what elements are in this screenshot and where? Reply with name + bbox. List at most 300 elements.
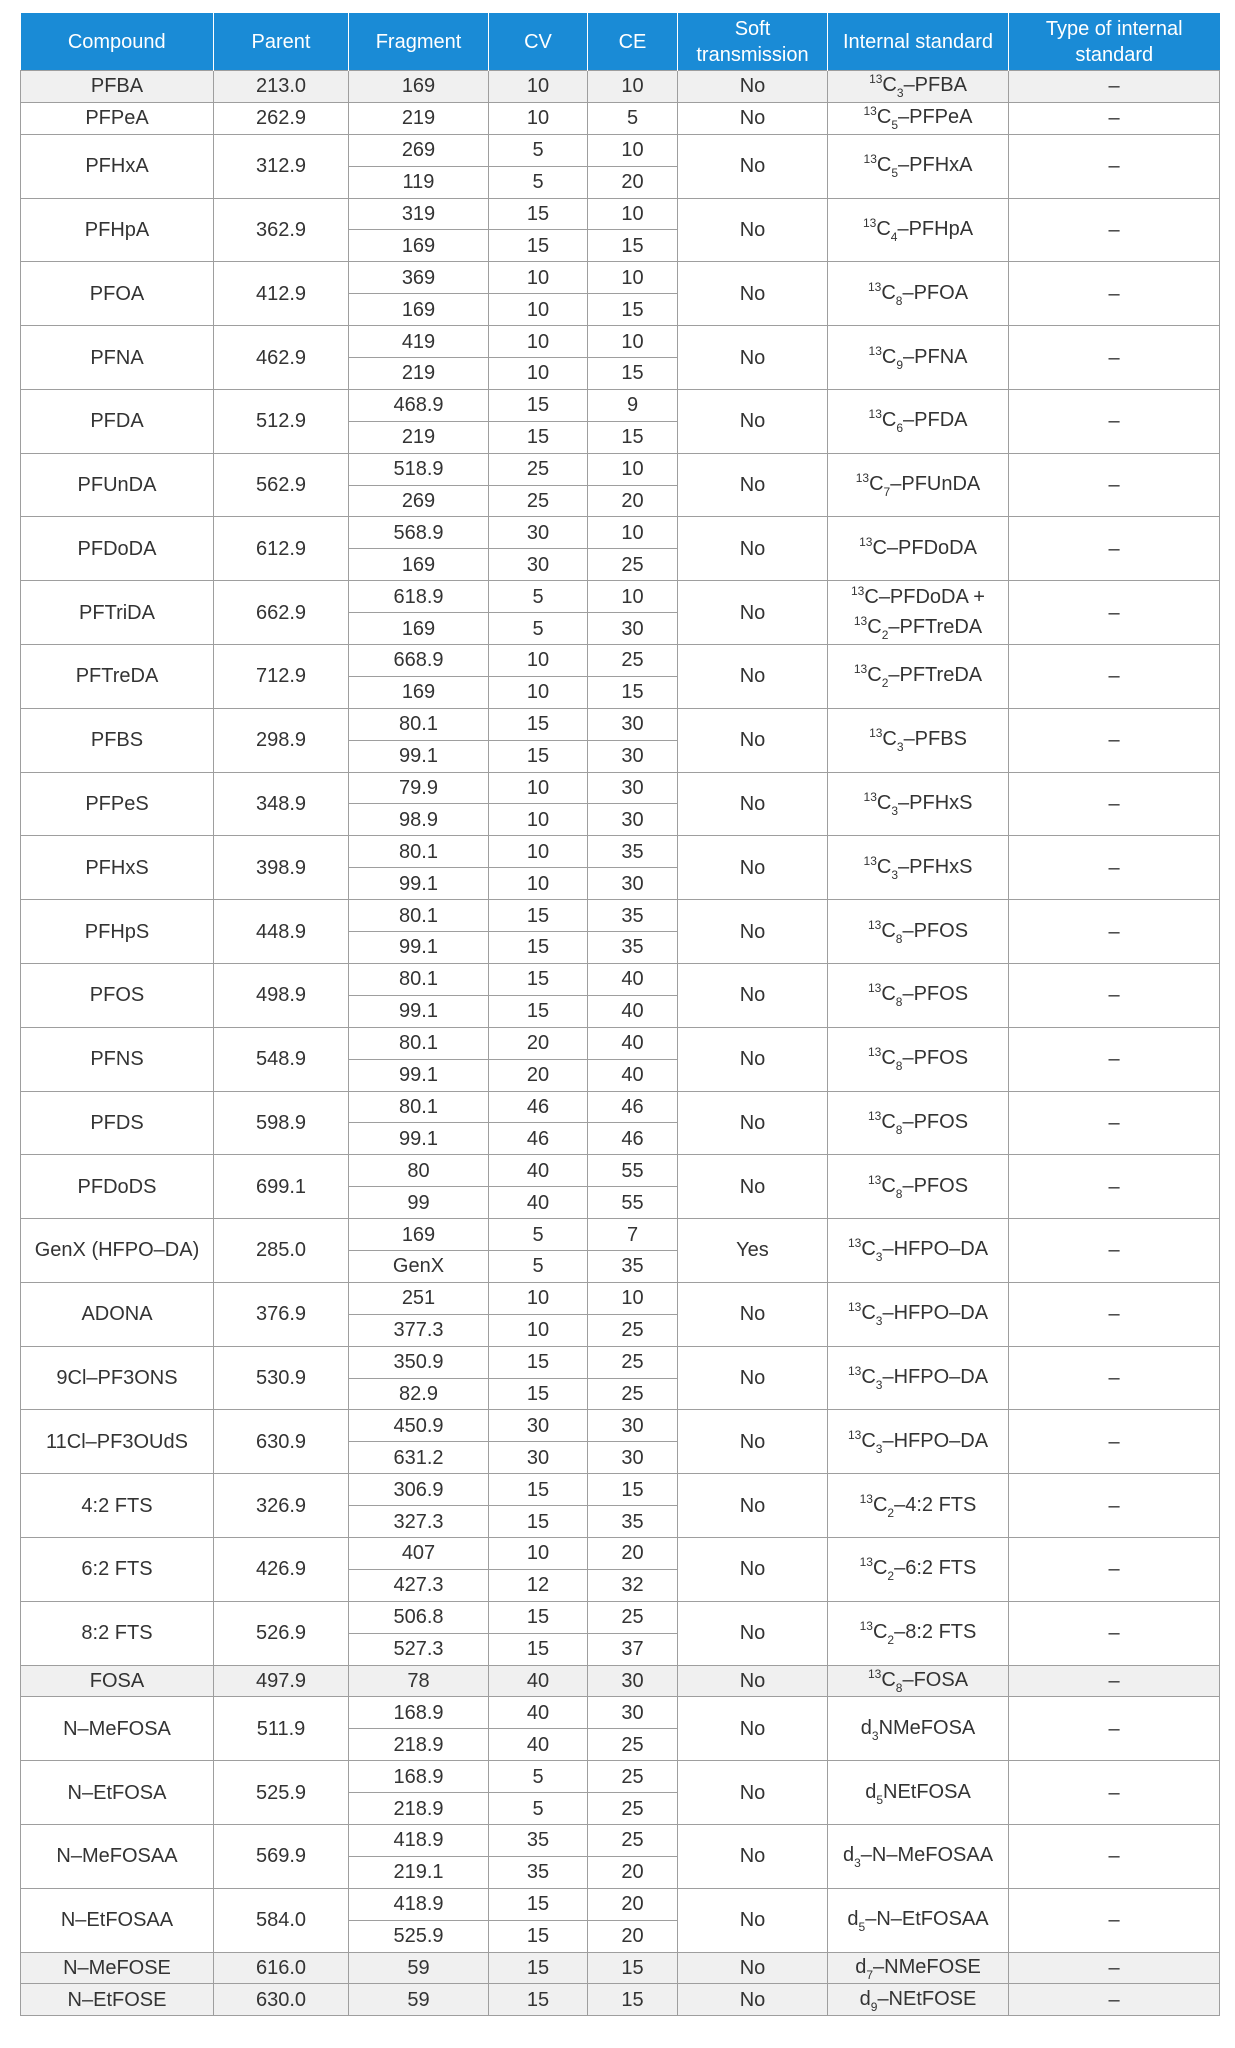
formula-base: C (861, 1366, 876, 1389)
formula-sub: 4 (890, 229, 898, 244)
type-of-internal-standard-cell: – (1009, 326, 1220, 390)
internal-standard-cell (828, 1888, 1009, 1952)
parent-cell: 285.0 (214, 1219, 349, 1283)
internal-standard-formula (860, 1716, 976, 1743)
ce-cell: 35 (588, 900, 678, 932)
mrm-transition-table (20, 13, 1220, 2016)
parent-cell: 262.9 (214, 102, 349, 134)
ce-cell: 10 (588, 1282, 678, 1314)
formula-pre: 13 (867, 981, 882, 996)
formula-rest: –PFHxA (898, 154, 973, 177)
internal-standard-cell (828, 836, 1009, 900)
fragment-cell: 219 (349, 358, 489, 390)
soft-transmission-cell: No (678, 71, 828, 103)
fragment-cell: 568.9 (349, 517, 489, 549)
internal-standard-formula (859, 1619, 977, 1648)
soft-transmission-cell: No (678, 326, 828, 390)
table-row (21, 389, 1220, 421)
internal-standard-formula (868, 343, 968, 372)
ce-cell: 35 (588, 932, 678, 964)
ce-cell: 20 (588, 166, 678, 198)
compound-cell: N–MeFOSE (21, 1952, 214, 1984)
formula-sub: 2 (887, 1633, 895, 1648)
formula-pre: 13 (869, 726, 883, 741)
formula-base: d (847, 1908, 859, 1931)
parent-cell: 312.9 (214, 134, 349, 198)
fragment-cell: 407 (349, 1537, 489, 1569)
fragment-cell: 427.3 (349, 1569, 489, 1601)
formula-base: d (855, 1955, 867, 1978)
ce-cell: 25 (588, 1314, 678, 1346)
formula-sub: 3 (871, 1728, 879, 1743)
formula-base: C (882, 74, 897, 97)
parent-cell: 525.9 (214, 1761, 349, 1825)
ce-cell: 15 (588, 358, 678, 390)
soft-transmission-cell: No (678, 1410, 828, 1474)
parent-cell: 612.9 (214, 517, 349, 581)
cv-cell: 10 (489, 102, 588, 134)
type-of-internal-standard-cell: – (1009, 389, 1220, 453)
cv-cell: 15 (489, 1474, 588, 1506)
ce-cell: 15 (588, 676, 678, 708)
fragment-cell: 59 (349, 1984, 489, 2016)
parent-cell: 569.9 (214, 1824, 349, 1888)
cv-cell: 15 (489, 740, 588, 772)
internal-standard-formula (855, 471, 981, 500)
formula-sub: 2 (887, 1569, 895, 1584)
soft-transmission-cell: No (678, 1952, 828, 1984)
formula-sub: 3 (875, 1314, 883, 1329)
formula-base: d (842, 1844, 855, 1867)
internal-standard-cell (828, 1219, 1009, 1283)
compound-cell: PFPeA (21, 102, 214, 134)
formula-rest: –PFUnDA (890, 473, 981, 496)
cv-cell: 46 (489, 1091, 588, 1123)
type-of-internal-standard-cell: – (1009, 1346, 1220, 1410)
soft-transmission-cell: No (678, 1155, 828, 1219)
cv-cell: 10 (489, 294, 588, 326)
table-row (21, 1155, 1220, 1187)
compound-cell: 11Cl–PF3OUdS (21, 1410, 214, 1474)
fragment-cell: 518.9 (349, 453, 489, 485)
type-of-internal-standard-cell: – (1009, 1824, 1220, 1888)
ce-cell: 25 (588, 1729, 678, 1761)
ce-cell: 9 (588, 389, 678, 421)
ce-cell: 25 (588, 1378, 678, 1410)
parent-cell: 526.9 (214, 1601, 349, 1665)
formula-pre: 13 (867, 1666, 882, 1681)
fragment-cell: 99.1 (349, 932, 489, 964)
cv-cell: 10 (489, 1282, 588, 1314)
parent-cell: 398.9 (214, 836, 349, 900)
formula-sub: 6 (896, 421, 904, 436)
fragment-cell: 169 (349, 676, 489, 708)
cv-cell: 15 (489, 1633, 588, 1665)
internal-standard-formula (869, 726, 967, 755)
table-row (21, 1665, 1220, 1697)
ce-cell: 40 (588, 995, 678, 1027)
formula-pre: 13 (847, 1427, 862, 1442)
cv-cell: 15 (489, 1378, 588, 1410)
compound-cell: GenX (HFPO–DA) (21, 1219, 214, 1283)
ce-cell: 15 (588, 1474, 678, 1506)
compound-cell: PFHxA (21, 134, 214, 198)
cv-cell: 30 (489, 1410, 588, 1442)
internal-standard-cell (828, 1697, 1009, 1761)
compound-cell: N–MeFOSA (21, 1697, 214, 1761)
formula-base: C (872, 1557, 888, 1580)
formula-base: C (881, 409, 897, 432)
parent-cell: 412.9 (214, 262, 349, 326)
formula-pre: 13 (859, 1619, 873, 1634)
internal-standard-cell (828, 1410, 1009, 1474)
formula-pre: 13 (859, 1491, 873, 1506)
cv-cell: 15 (489, 230, 588, 262)
soft-transmission-cell: No (678, 963, 828, 1027)
type-of-internal-standard-cell: – (1009, 1601, 1220, 1665)
compound-cell: PFHpA (21, 198, 214, 262)
soft-transmission-cell: No (678, 453, 828, 517)
formula-sub: 2 (887, 1505, 895, 1520)
formula-base: C (876, 791, 892, 814)
formula-pre: 13 (863, 789, 877, 804)
fragment-cell: 119 (349, 166, 489, 198)
formula-base: C (876, 217, 891, 240)
formula-pre: 13 (847, 1236, 862, 1251)
fragment-cell: 80.1 (349, 1091, 489, 1123)
formula-sub: 7 (866, 1967, 873, 1982)
internal-standard-cell (828, 102, 1009, 134)
fragment-cell: 80 (349, 1155, 489, 1187)
header-internal-standard: Internal standard (828, 13, 1009, 71)
formula-base: C (876, 154, 892, 177)
internal-standard-cell (828, 1984, 1009, 2016)
fragment-cell: 418.9 (349, 1824, 489, 1856)
formula-rest: –FOSA (902, 1668, 969, 1691)
soft-transmission-cell: Yes (678, 1219, 828, 1283)
soft-transmission-cell: No (678, 772, 828, 836)
cv-cell: 40 (489, 1729, 588, 1761)
formula-rest: –PFPeA (898, 106, 973, 129)
fragment-cell: 78 (349, 1665, 489, 1697)
formula-pre: 13 (868, 343, 882, 358)
internal-standard-formula (865, 1780, 971, 1807)
fragment-cell: 218.9 (349, 1793, 489, 1825)
cv-cell: 15 (489, 198, 588, 230)
fragment-cell: 327.3 (349, 1506, 489, 1538)
fragment-cell: 527.3 (349, 1633, 489, 1665)
formula-rest: NEtFOSA (883, 1780, 971, 1803)
fragment-cell: 169 (349, 549, 489, 581)
fragment-cell: 99.1 (349, 740, 489, 772)
ce-cell: 30 (588, 708, 678, 740)
parent-cell: 548.9 (214, 1027, 349, 1091)
fragment-cell: 468.9 (349, 389, 489, 421)
cv-cell: 5 (489, 134, 588, 166)
internal-standard-cell (828, 1155, 1009, 1219)
formula-base: C (872, 1493, 888, 1516)
formula-base: C (864, 585, 879, 608)
formula-sub: 7 (883, 485, 891, 500)
cv-cell: 15 (489, 995, 588, 1027)
ce-cell: 46 (588, 1091, 678, 1123)
table-body (21, 71, 1220, 2016)
type-of-internal-standard-cell: – (1009, 836, 1220, 900)
formula-base: C (881, 345, 897, 368)
formula-base: d (859, 1987, 871, 2010)
formula-rest: –N–MeFOSAA (860, 1844, 994, 1867)
cv-cell: 40 (489, 1665, 588, 1697)
compound-cell: ADONA (21, 1282, 214, 1346)
internal-standard-cell (828, 1091, 1009, 1155)
formula-pre: 13 (853, 662, 868, 677)
fragment-cell: 99.1 (349, 1123, 489, 1155)
cv-cell: 25 (489, 485, 588, 517)
compound-cell: 8:2 FTS (21, 1601, 214, 1665)
soft-transmission-cell: No (678, 1537, 828, 1601)
cv-cell: 15 (489, 1888, 588, 1920)
ce-cell: 30 (588, 740, 678, 772)
type-of-internal-standard-cell: – (1009, 71, 1220, 103)
compound-cell: 4:2 FTS (21, 1474, 214, 1538)
table-row (21, 836, 1220, 868)
header-compound: Compound (21, 13, 214, 71)
parent-cell: 213.0 (214, 71, 349, 103)
ce-cell: 55 (588, 1187, 678, 1219)
parent-cell: 699.1 (214, 1155, 349, 1219)
ce-cell: 20 (588, 485, 678, 517)
ce-cell: 10 (588, 198, 678, 230)
compound-cell: PFHxS (21, 836, 214, 900)
ce-cell: 30 (588, 772, 678, 804)
parent-cell: 584.0 (214, 1888, 349, 1952)
ce-cell: 20 (588, 1856, 678, 1888)
table-row (21, 708, 1220, 740)
formula-base: C (881, 1668, 896, 1691)
table-row (21, 1091, 1220, 1123)
fragment-cell: 218.9 (349, 1729, 489, 1761)
fragment-cell: 59 (349, 1952, 489, 1984)
fragment-cell: 80.1 (349, 836, 489, 868)
formula-base: C (876, 855, 892, 878)
formula-base: C (881, 1110, 896, 1133)
ce-cell: 35 (588, 836, 678, 868)
ce-cell: 25 (588, 1824, 678, 1856)
fragment-cell: 99.1 (349, 995, 489, 1027)
type-of-internal-standard-cell: – (1009, 1537, 1220, 1601)
fragment-cell: 369 (349, 262, 489, 294)
formula-rest: –8:2 FTS (894, 1621, 977, 1644)
cv-cell: 5 (489, 1219, 588, 1251)
internal-standard-formula (862, 215, 974, 244)
internal-standard-formula (867, 917, 969, 946)
ce-cell: 40 (588, 963, 678, 995)
formula-base: C (876, 106, 892, 129)
compound-cell: N–EtFOSE (21, 1984, 214, 2016)
fragment-cell: GenX (349, 1250, 489, 1282)
table-row (21, 1761, 1220, 1793)
fragment-cell: 525.9 (349, 1920, 489, 1952)
formula-pre: 13 (847, 1364, 862, 1379)
type-of-internal-standard-cell: – (1009, 262, 1220, 326)
fragment-cell: 99.1 (349, 868, 489, 900)
cv-cell: 10 (489, 804, 588, 836)
compound-cell: PFDS (21, 1091, 214, 1155)
formula-rest: –4:2 FTS (894, 1493, 977, 1516)
compound-cell: PFHpS (21, 900, 214, 964)
formula-pre: 13 (867, 279, 882, 294)
ce-cell: 25 (588, 1793, 678, 1825)
type-of-internal-standard-cell: – (1009, 581, 1220, 645)
soft-transmission-cell: No (678, 1346, 828, 1410)
parent-cell: 498.9 (214, 963, 349, 1027)
table-row (21, 71, 1220, 103)
formula-sub: 8 (895, 1059, 903, 1074)
type-of-internal-standard-cell: – (1009, 1155, 1220, 1219)
header-ce: CE (588, 13, 678, 71)
soft-transmission-cell: No (678, 1665, 828, 1697)
cv-cell: 5 (489, 1793, 588, 1825)
parent-cell: 630.9 (214, 1410, 349, 1474)
ce-cell: 5 (588, 102, 678, 134)
internal-standard-cell (828, 389, 1009, 453)
internal-standard-formula (847, 1908, 989, 1935)
soft-transmission-cell: No (678, 389, 828, 453)
parent-cell: 298.9 (214, 708, 349, 772)
internal-standard-formula (853, 662, 983, 691)
internal-standard-formula (863, 853, 973, 882)
soft-transmission-cell: No (678, 1824, 828, 1888)
formula-rest: –PFDoDA + (878, 585, 985, 608)
formula-rest: –PFNA (903, 345, 968, 368)
cv-cell: 10 (489, 868, 588, 900)
fragment-cell: 169 (349, 71, 489, 103)
cv-cell: 25 (489, 453, 588, 485)
table-row (21, 1888, 1220, 1920)
formula-sub: 3 (891, 803, 899, 818)
formula-rest: –PFOS (902, 1174, 969, 1197)
header-fragment: Fragment (349, 13, 489, 71)
soft-transmission-cell: No (678, 581, 828, 645)
formula-sub: 2 (881, 627, 889, 642)
compound-cell: PFTriDA (21, 581, 214, 645)
internal-standard-cell (828, 963, 1009, 1027)
internal-standard-cell (828, 1346, 1009, 1410)
parent-cell: 630.0 (214, 1984, 349, 2016)
formula-rest: –NEtFOSE (877, 1987, 977, 2010)
formula-rest: –PFOA (902, 281, 969, 304)
formula-sub: 3 (891, 867, 899, 882)
cv-cell: 5 (489, 1761, 588, 1793)
parent-cell: 662.9 (214, 581, 349, 645)
table-row (21, 581, 1220, 613)
ce-cell: 30 (588, 804, 678, 836)
internal-standard-formula (842, 1844, 994, 1871)
ce-cell: 25 (588, 1761, 678, 1793)
internal-standard-formula (867, 1666, 969, 1695)
formula-sub: 8 (895, 293, 903, 308)
compound-cell: PFDoDA (21, 517, 214, 581)
type-of-internal-standard-cell: – (1009, 1952, 1220, 1984)
formula-base: C (881, 919, 896, 942)
table-row (21, 517, 1220, 549)
internal-standard-formula (851, 583, 985, 608)
compound-cell: PFNS (21, 1027, 214, 1091)
table-row (21, 1952, 1220, 1984)
ce-cell: 20 (588, 1537, 678, 1569)
cv-cell: 10 (489, 326, 588, 358)
formula-pre: 13 (869, 72, 883, 87)
type-of-internal-standard-cell: – (1009, 645, 1220, 709)
fragment-cell: 377.3 (349, 1314, 489, 1346)
compound-cell: PFDA (21, 389, 214, 453)
fragment-cell: 350.9 (349, 1346, 489, 1378)
parent-cell: 462.9 (214, 326, 349, 390)
ce-cell: 10 (588, 453, 678, 485)
internal-standard-formula (867, 981, 969, 1010)
internal-standard-cell (828, 772, 1009, 836)
fragment-cell: 219 (349, 102, 489, 134)
type-of-internal-standard-cell: – (1009, 1761, 1220, 1825)
formula-base: C (861, 1302, 876, 1325)
compound-cell: 6:2 FTS (21, 1537, 214, 1601)
parent-cell: 326.9 (214, 1474, 349, 1538)
formula-sub: 5 (876, 1792, 883, 1807)
formula-sub: 9 (896, 357, 904, 372)
formula-rest: –PFBA (903, 74, 967, 97)
type-of-internal-standard-cell: – (1009, 1410, 1220, 1474)
table-row (21, 453, 1220, 485)
table-row (21, 262, 1220, 294)
fragment-cell: 419 (349, 326, 489, 358)
formula-pre: 13 (868, 407, 882, 422)
fragment-cell: 79.9 (349, 772, 489, 804)
table-row (21, 134, 1220, 166)
cv-cell: 20 (489, 1059, 588, 1091)
fragment-cell: 80.1 (349, 1027, 489, 1059)
cv-cell: 40 (489, 1187, 588, 1219)
formula-rest: –PFHxS (898, 855, 973, 878)
formula-rest: –6:2 FTS (894, 1557, 977, 1580)
table-row (21, 1984, 1220, 2016)
compound-cell: N–EtFOSAA (21, 1888, 214, 1952)
internal-standard-cell (828, 517, 1009, 581)
formula-rest: –PFDA (903, 409, 968, 432)
internal-standard-formula (867, 279, 969, 308)
ce-cell: 30 (588, 1697, 678, 1729)
formula-pre: 13 (859, 1555, 873, 1570)
fragment-cell: 251 (349, 1282, 489, 1314)
type-of-internal-standard-cell: – (1009, 772, 1220, 836)
fragment-cell: 269 (349, 485, 489, 517)
formula-pre: 13 (867, 917, 882, 932)
internal-standard-cell (828, 262, 1009, 326)
type-of-internal-standard-cell: – (1009, 1888, 1220, 1952)
table-row (21, 1027, 1220, 1059)
ce-cell: 15 (588, 1952, 678, 1984)
fragment-cell: 618.9 (349, 581, 489, 613)
fragment-cell: 168.9 (349, 1697, 489, 1729)
formula-pre: 13 (867, 1108, 882, 1123)
formula-rest: –PFHpA (897, 217, 974, 240)
fragment-cell: 168.9 (349, 1761, 489, 1793)
formula-sub: 2 (881, 676, 889, 691)
soft-transmission-cell: No (678, 1888, 828, 1952)
internal-standard-formula (867, 1172, 969, 1201)
ce-cell: 40 (588, 1059, 678, 1091)
formula-rest: –HFPO–DA (882, 1238, 989, 1261)
cv-cell: 5 (489, 613, 588, 645)
